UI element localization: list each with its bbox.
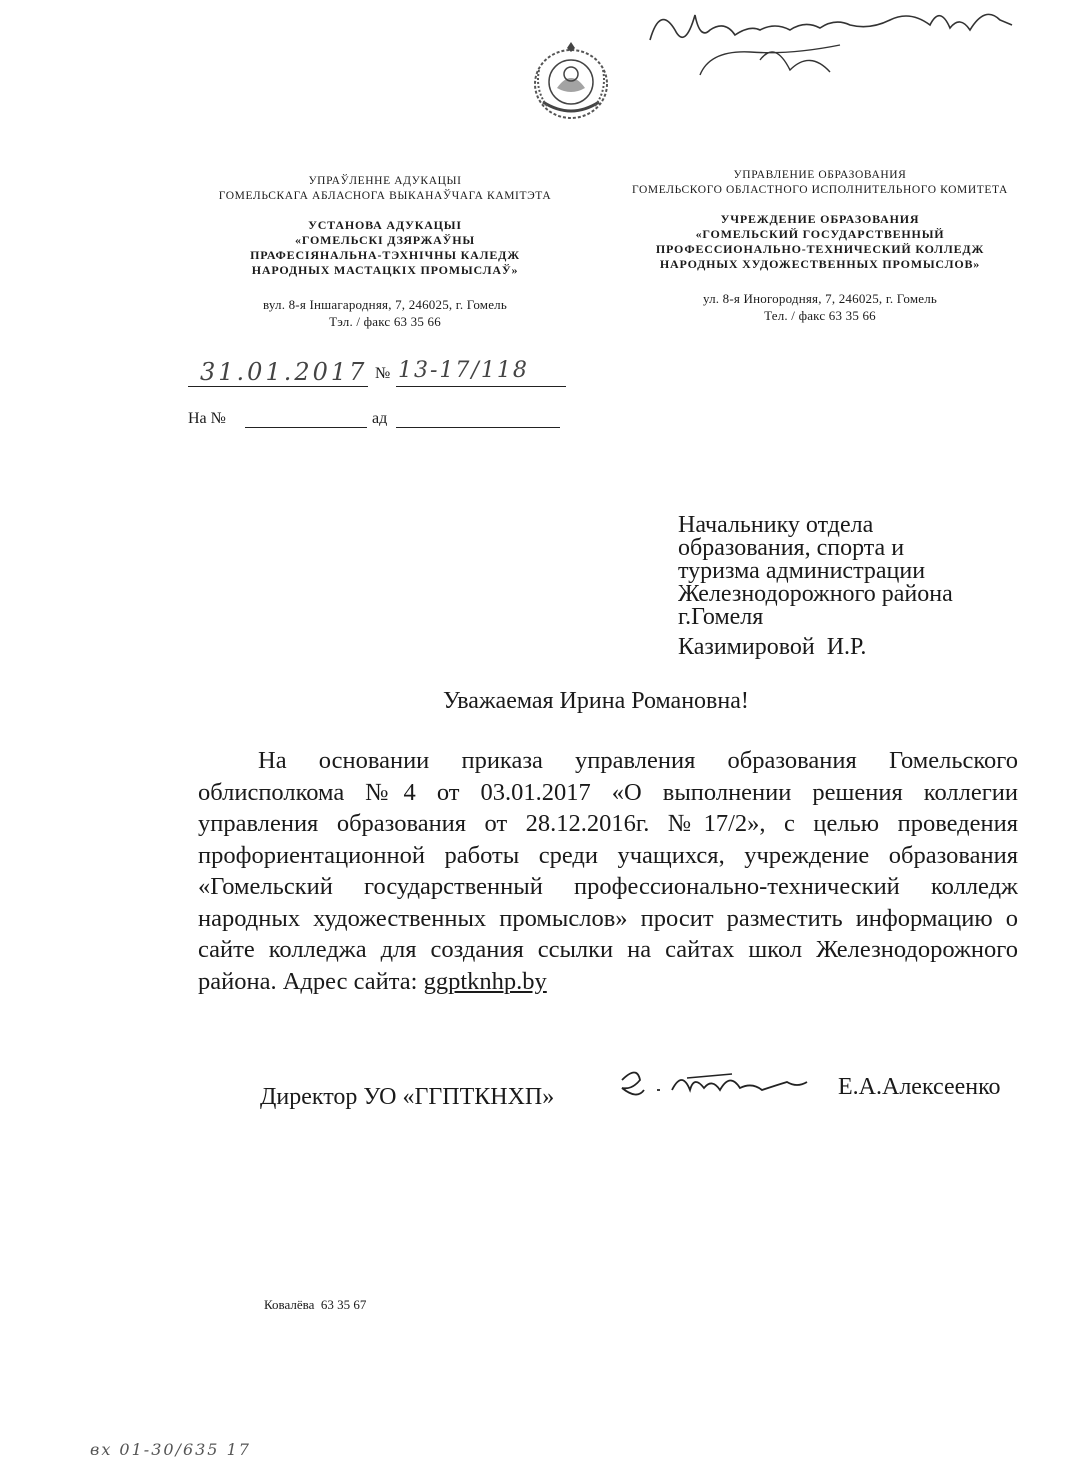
right-authority-line1: УПРАВЛЕНИЕ ОБРАЗОВАНИЯ bbox=[733, 169, 907, 181]
handwritten-resolution bbox=[640, 0, 1060, 80]
belarus-emblem-icon bbox=[527, 40, 615, 122]
recipient-line5: г.Гомеля bbox=[678, 604, 764, 630]
right-authority-line2: ГОМЕЛЬСКОГО ОБЛАСТНОГО ИСПОЛНИТЕЛЬНОГО КОМИТЕТА bbox=[632, 184, 1008, 196]
recipient-line4: Железнодорожного района bbox=[678, 581, 953, 607]
director-signature bbox=[612, 1060, 812, 1110]
left-authority-line1: УПРАЎЛЕННЕ АДУКАЦЫІ bbox=[308, 175, 462, 187]
recipient-block bbox=[678, 514, 1018, 659]
outgoing-number-field bbox=[396, 358, 566, 388]
director-name: Е.А.Алексеенко bbox=[838, 1074, 1001, 1100]
left-org-line1: УСТАНОВА АДУКАЦЫІ bbox=[308, 218, 462, 232]
reference-number-label: На № bbox=[188, 410, 226, 427]
recipient-name: Казимировой И.Р. bbox=[678, 634, 867, 660]
outgoing-date: 31.01.2017 bbox=[200, 358, 368, 386]
right-phone: Тел. / факс 63 35 66 bbox=[764, 308, 876, 323]
handwritten-signature-icon bbox=[612, 1060, 812, 1110]
right-header-russian bbox=[605, 168, 1035, 324]
left-address: вул. 8-я Іншагародняя, 7, 246025, г. Гомель bbox=[263, 297, 507, 312]
left-header-belarusian bbox=[190, 174, 580, 330]
coat-of-arms-emblem bbox=[527, 40, 615, 122]
registration-text: вх 01-30/635 17 bbox=[90, 1440, 251, 1459]
right-address: ул. 8-я Иногородняя, 7, 246025, г. Гомель bbox=[702, 291, 938, 306]
reference-number-line bbox=[245, 427, 367, 428]
reference-date-line bbox=[396, 427, 560, 428]
recipient-line2: образования, спорта и bbox=[678, 535, 905, 561]
reference-from-label: ад bbox=[372, 410, 388, 427]
salutation: Уважаемая Ирина Романовна! bbox=[443, 688, 749, 714]
outgoing-date-field bbox=[188, 358, 368, 388]
executor-contact: Ковалёва 63 35 67 bbox=[264, 1297, 367, 1312]
director-title: Директор УО «ГГПТКНХП» bbox=[260, 1084, 555, 1110]
left-org-line3: ПРАФЕСІЯНАЛЬНА-ТЭХНІЧНЫ КАЛЕДЖ bbox=[250, 248, 520, 262]
left-phone: Тэл. / факс 63 35 66 bbox=[329, 314, 441, 329]
letter-body-text: На основании приказа управления образования Гомельского облисполкома №4 от 03.01.2017 «О выполнении решения коллегии управления образования от 28.12.2016г. №17/2», с целью проведения профориентационной работы среди учащихся, учреждение образования «Гомельский государственный профессионально-технический колледж народных художественных промыслов» просит разместить информацию о сайте колледжа для создания ссылки на сайтах школ Железнодорожного района. Адрес сайта: bbox=[198, 747, 1018, 995]
right-org-line2: «ГОМЕЛЬСКИЙ ГОСУДАРСТВЕННЫЙ bbox=[695, 227, 945, 241]
website-link[interactable]: ggptknhp.by bbox=[423, 967, 547, 995]
registration-mark bbox=[90, 1440, 251, 1459]
left-org-line4: НАРОДНЫХ МАСТАЦКІХ ПРОМЫСЛАЎ» bbox=[251, 263, 519, 277]
recipient-line3: туризма администрации bbox=[678, 558, 926, 584]
recipient-line1: Начальнику отдела bbox=[678, 512, 874, 538]
resolution-signature-icon bbox=[640, 0, 1060, 80]
right-org-line1: УЧРЕЖДЕНИЕ ОБРАЗОВАНИЯ bbox=[720, 212, 920, 226]
outgoing-number-label: № bbox=[375, 365, 391, 382]
right-org-line4: НАРОДНЫХ ХУДОЖЕСТВЕННЫХ ПРОМЫСЛОВ» bbox=[659, 257, 981, 271]
left-authority-line2: ГОМЕЛЬСКАГА АБЛАСНОГА ВЫКАНАЎЧАГА КАМІТЭТА bbox=[218, 190, 552, 202]
right-org-line3: ПРОФЕССИОНАЛЬНО-ТЕХНИЧЕСКИЙ КОЛЛЕДЖ bbox=[655, 242, 985, 256]
letter-body bbox=[198, 745, 1018, 997]
outgoing-number: 13-17/118 bbox=[398, 358, 529, 383]
left-org-line2: «ГОМЕЛЬСКІ ДЗЯРЖАЎНЫ bbox=[295, 233, 475, 247]
